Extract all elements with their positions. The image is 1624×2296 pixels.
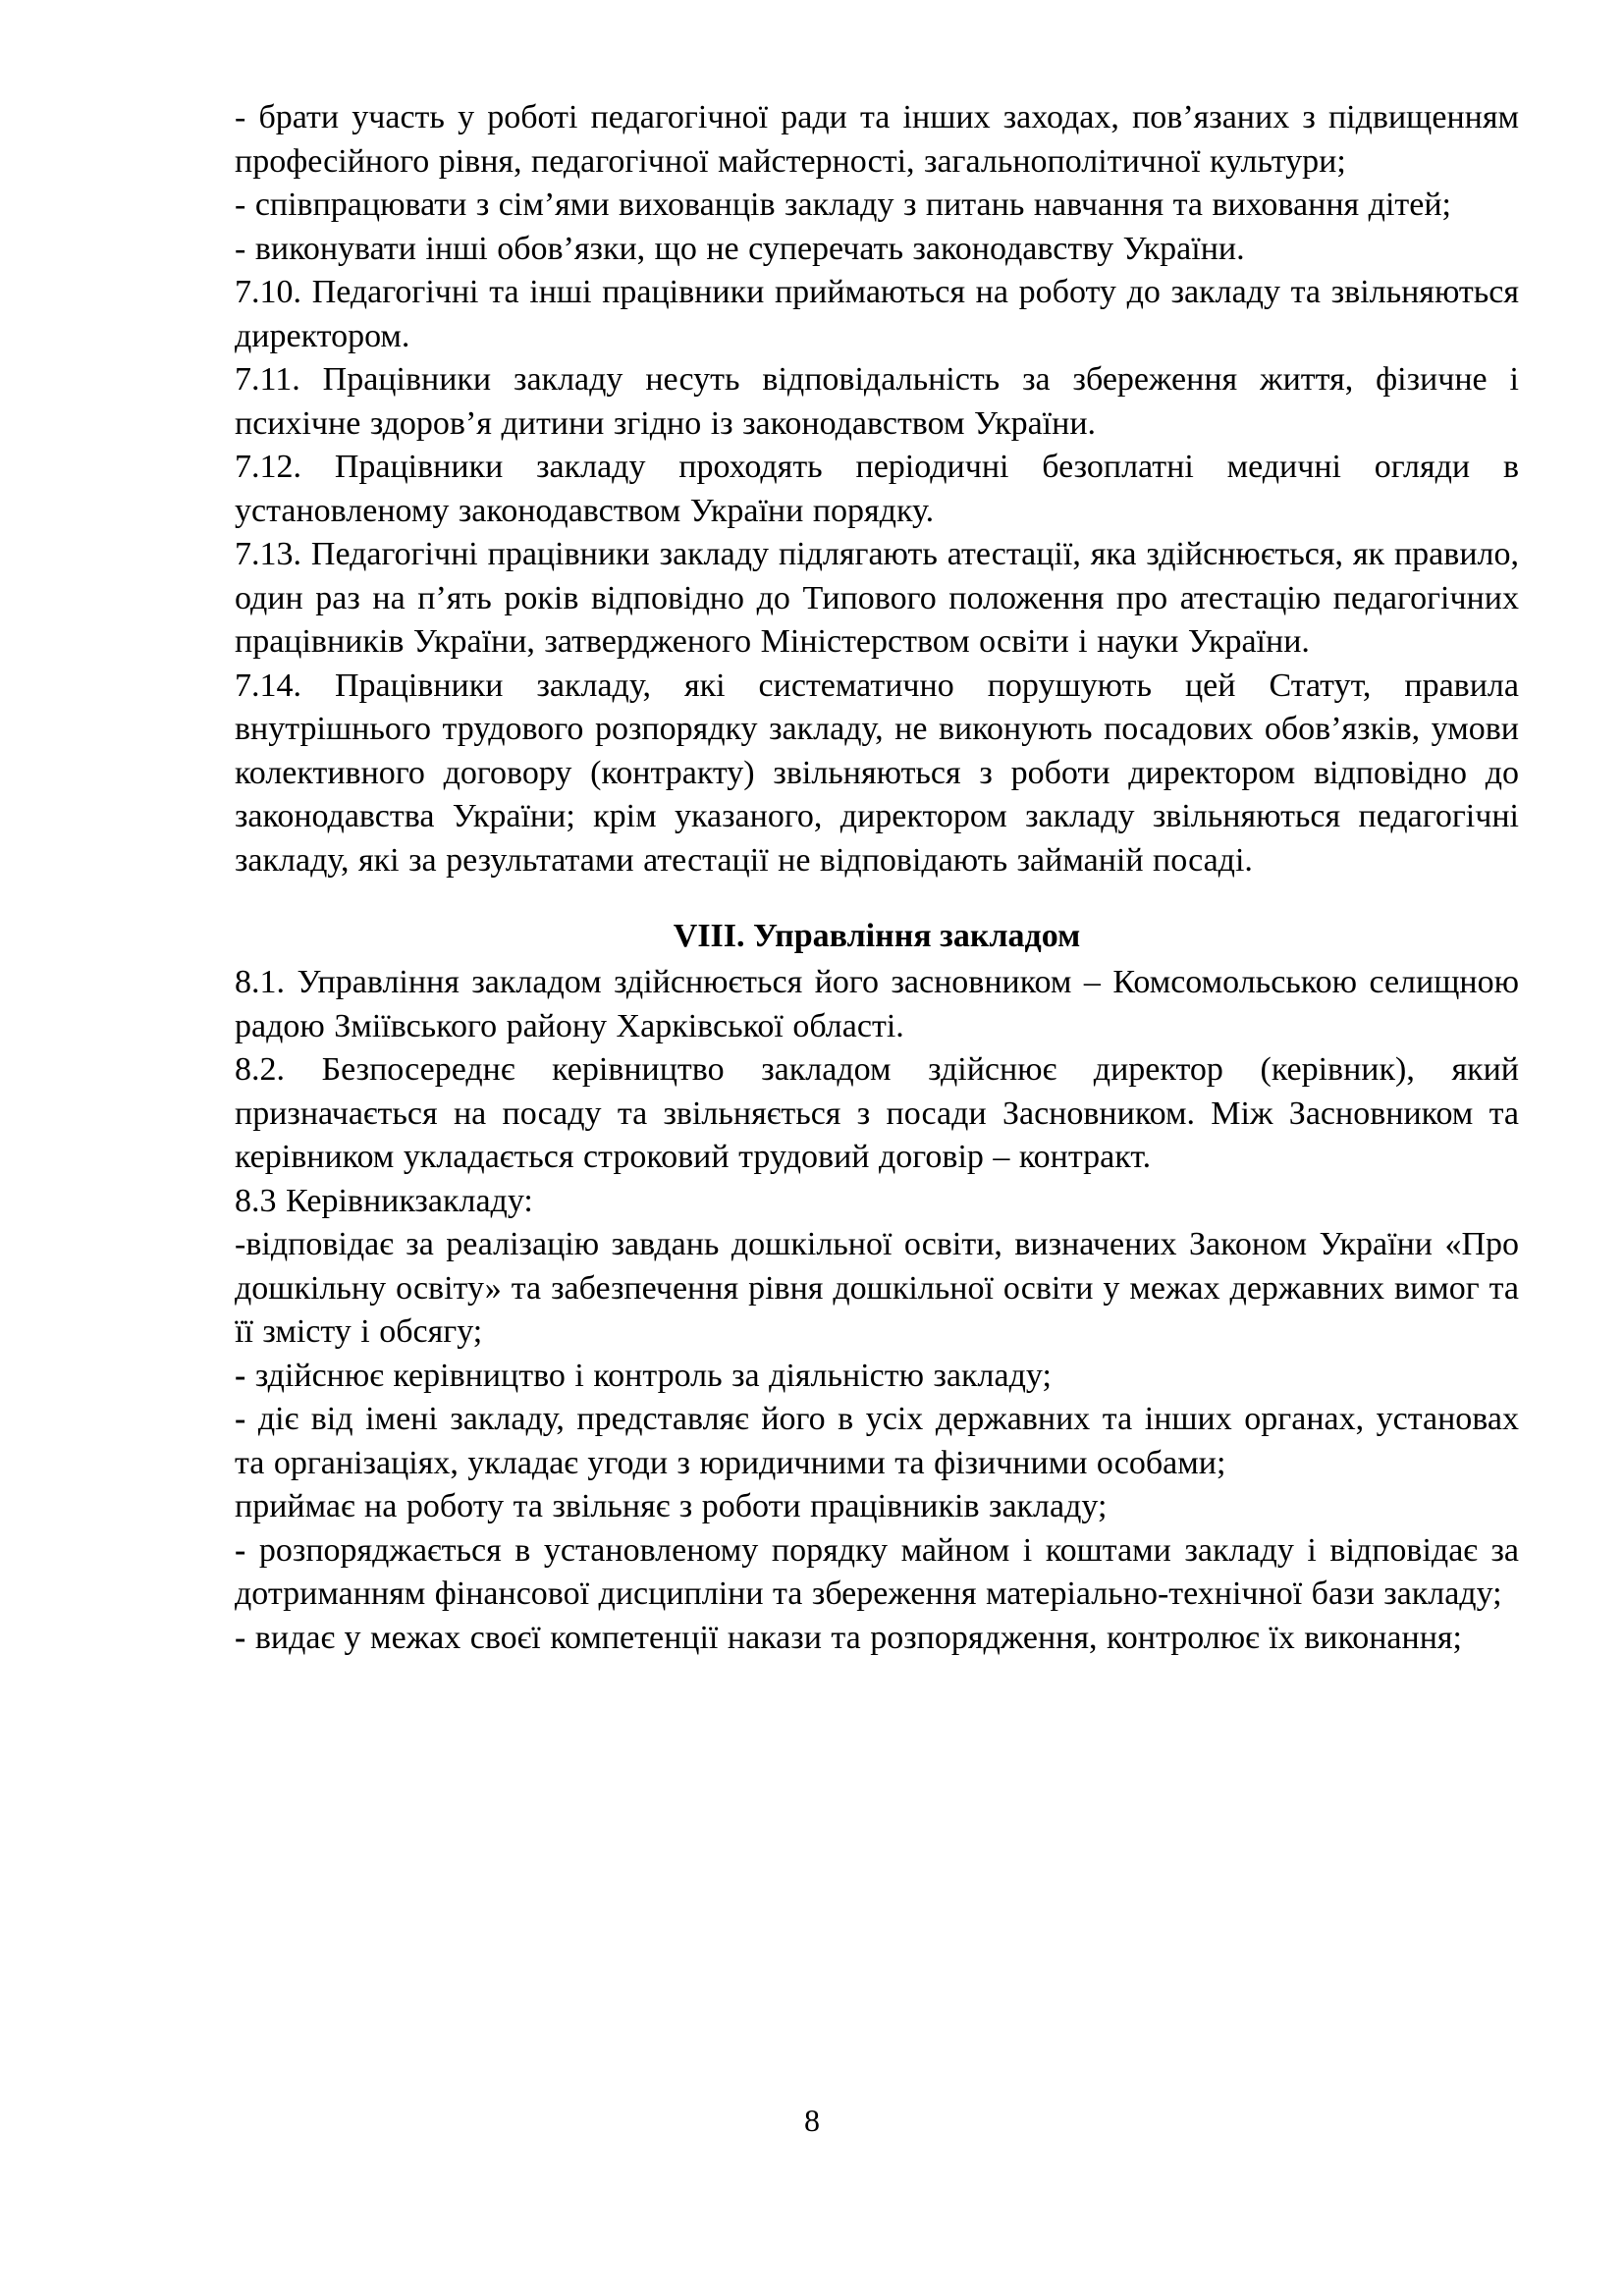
list-item-hiring [235,1485,1519,1529]
list-dash: - [235,1357,246,1394]
paragraph-8-1: 8.1. Управління закладом здійснюється його засновником – Комсомольською селищною радою Зміївського району Харківської області. [235,964,1519,1044]
paragraph-7-14: 7.14. Працівники закладу, які систематично порушують цей Статут, правила внутрішнього трудового розпорядку закладу, не виконують посадових обов’язків, умови колективного договору (контракту) звільняються з роботи директором відповідно до законодавства України; крім указаного, директором закладу звільняються педагогічні закладу, які за результатами атестації не відповідають займаній посаді. [235,667,1519,879]
section-heading: VIII. Управління закладом [673,918,1081,954]
paragraph-8-3-responsible: -відповідає за реалізацію завдань дошкільної освіти, визначених Законом України «Про дошкільну освіту» та забезпечення рівня дошкільної освіти у межах державних вимог та її змісту і обсягу; [235,1226,1519,1350]
paragraph-duty-cooperate-families: - співпрацювати з сім’ями вихованців закладу з питань навчання та виховання дітей; [235,187,1451,223]
list-dash: - [235,1619,246,1656]
list-item-property [235,1529,1519,1617]
paragraph-duty-pedagogical-council: - брати участь у роботі педагогічної ради та інших заходах, пов’язаних з підвищенням професійного рівня, педагогічної майстерності, загальнополітичної культури; [235,99,1519,180]
paragraph-7-11: 7.11. Працівники закладу несуть відповідальність за збереження життя, фізичне і психічне здоров’я дитини згідно із законодавством України. [235,361,1519,442]
list-item-text: діє від імені закладу, представляє його в усіх державних та інших органах, установах та організаціях, укладає угоди з юридичними та фізичними особами; [235,1401,1519,1481]
paragraph-8-3-title: 8.3 Керівникзакладу: [235,1182,533,1219]
list-item-represents [235,1398,1519,1485]
document-body [235,96,1519,1660]
paragraph-7-12: 7.12. Працівники закладу проходять періодичні безоплатні медичні огляди в установленому законодавством України порядку. [235,449,1519,529]
paragraph-duty-other: - виконувати інші обов’язки, що не суперечать законодавству України. [235,230,1245,267]
list-dash: - [235,1401,246,1437]
paragraph-7-13: 7.13. Педагогічні працівники закладу підлягають атестації, яка здійснюється, як правило, один раз на п’ять років відповідно до Типового положення про атестацію педагогічних працівників України, затвердженого Міністерством освіти і науки України. [235,536,1519,660]
list-item-text: приймає на роботу та звільняє з роботи працівників закладу; [235,1488,1108,1524]
page-number: 8 [804,2103,820,2138]
list-dash: - [235,1531,246,1569]
list-item-management [235,1355,1519,1399]
paragraph-8-2: 8.2. Безпосереднє керівництво закладом здійснює директор (керівник), який призначається на посаду та звільняється з посади Засновником. Між Засновником та керівником укладається строковий трудовий договір – контракт. [235,1051,1519,1175]
list-item-text: розпоряджається в установленому порядку майном і коштами закладу і відповідає за дотриманням фінансової дисципліни та збереження матеріально-технічної бази закладу; [235,1531,1519,1612]
list-item-text: здійснює керівництво і контроль за діяльністю закладу; [245,1357,1052,1394]
paragraph-7-10: 7.10. Педагогічні та інші працівники приймаються на роботу до закладу та звільняються директором. [235,274,1519,354]
list-item-orders [235,1617,1519,1661]
list-item-text: видає у межах своєї компетенції накази та розпорядження, контролює їх виконання; [245,1619,1462,1656]
